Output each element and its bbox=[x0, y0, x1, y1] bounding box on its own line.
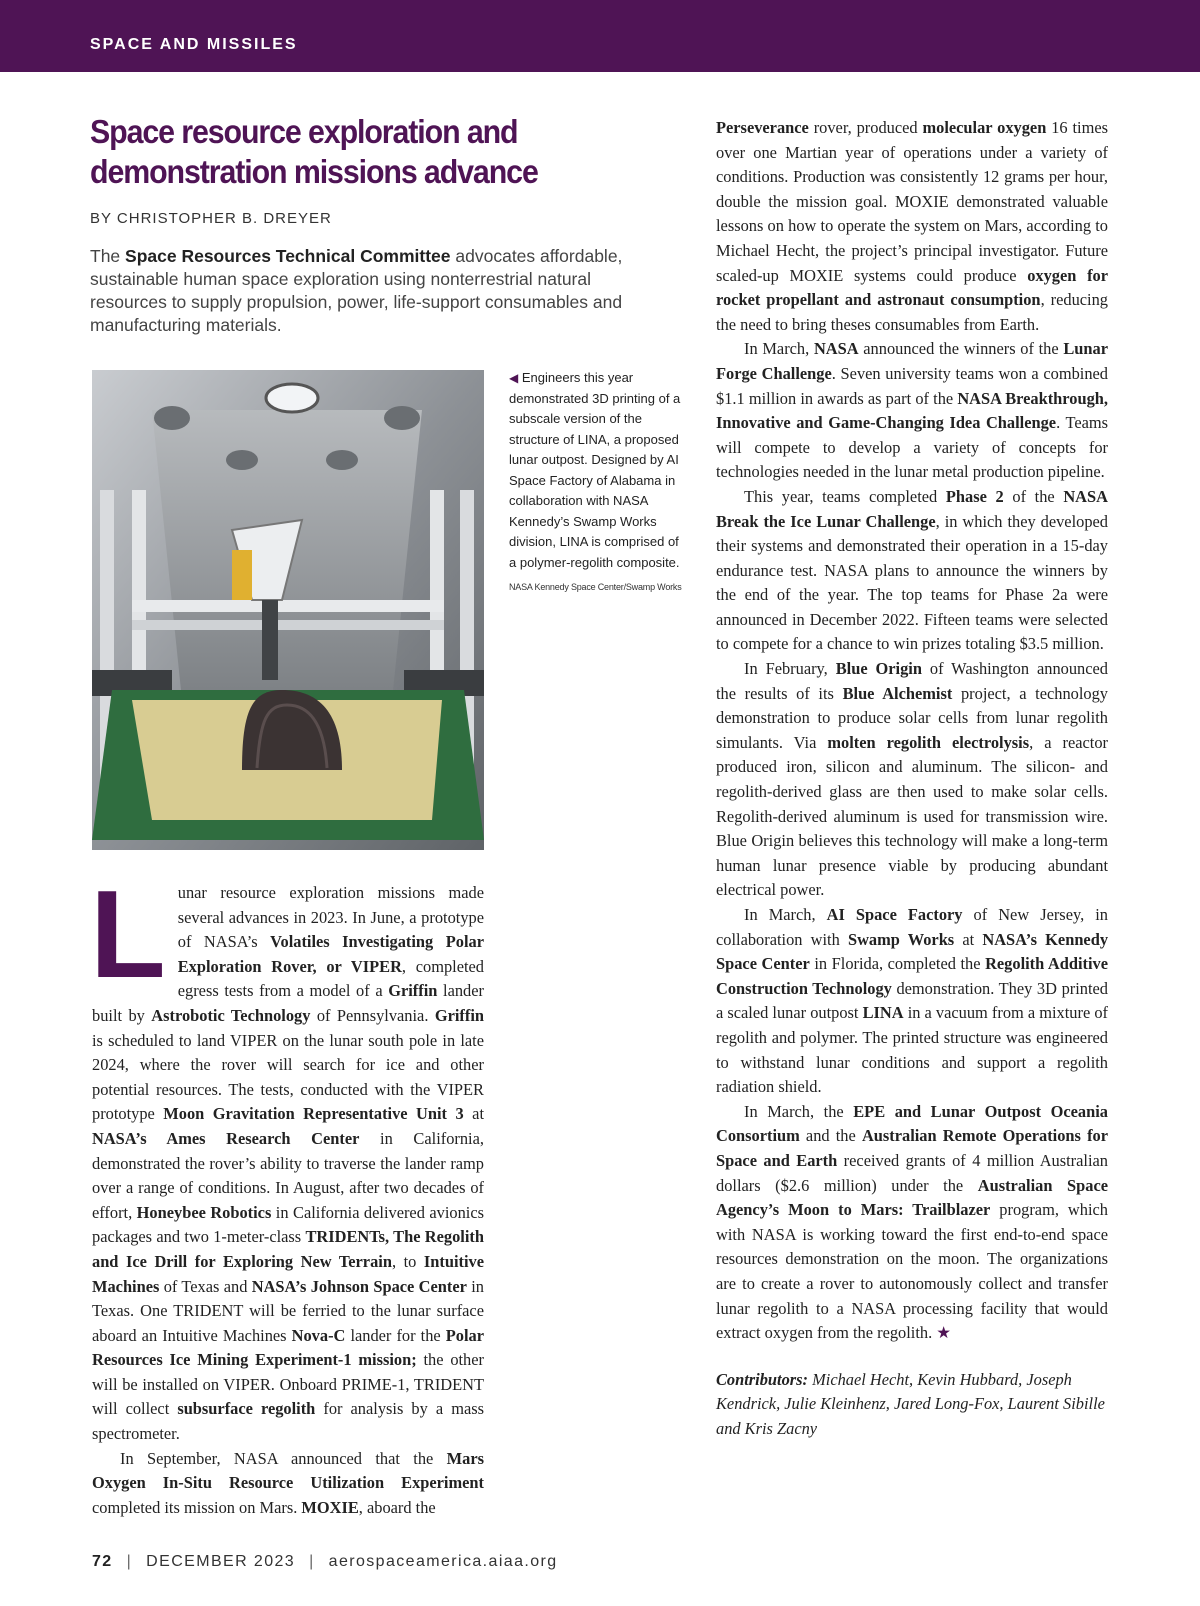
bold-term: Griffin bbox=[388, 981, 438, 1001]
bold-term: NASA Break the Ice Lunar Challenge bbox=[716, 486, 1108, 531]
text-run: completed its mission on Mars. bbox=[92, 1497, 302, 1517]
bold-term: Moon Gravitation Representative Unit 3 bbox=[163, 1104, 464, 1124]
text-run: of Washington announced the results of its bbox=[716, 659, 1108, 703]
bold-term: NASA’s Ames Research Center bbox=[92, 1128, 360, 1148]
paragraph bbox=[716, 337, 1108, 485]
text-run: , aboard the bbox=[358, 1497, 436, 1517]
bold-term: NASA Breakthrough, Innovative and Game-Changing Idea Challenge bbox=[716, 388, 1108, 433]
contributors bbox=[716, 1368, 1108, 1442]
text-run: 16 times over one Martian year of operations under a variety of conditions. Production was consistently 12 grams per hour, double the mission goal. MOXIE demonstrated valuable lessons on how to operate the system on Mars, according to Michael Hecht, the project’s principal investigator. Future scaled-up MOXIE systems could produce bbox=[716, 118, 1108, 285]
bold-term: Australian Remote Operations for Space and Earth bbox=[716, 1126, 1109, 1170]
text-run: In March, bbox=[744, 905, 827, 924]
text-run: Michael Hecht, Kevin Hubbard, Joseph Kendrick, Julie Kleinhenz, Jared Long-Fox, Laurent Sibille and Kris Zacny bbox=[716, 1369, 1105, 1438]
paragraph bbox=[716, 485, 1108, 657]
paragraph bbox=[716, 1100, 1108, 1346]
text-run: lander for the bbox=[345, 1325, 446, 1345]
bold-term: oxygen for rocket propellant and astronaut consumption bbox=[716, 265, 1108, 310]
text-run: rover, produced bbox=[808, 118, 923, 137]
text-run: and the bbox=[799, 1126, 862, 1146]
caption-pointer-icon: ◀ bbox=[509, 371, 519, 385]
text-run: , a reactor produced iron, silicon and aluminum. The silicon- and regolith-derived glass are then used to make solar cells. Regolith-derived aluminum is used for transmission wire. Blue Origin believes this technology will make a long-term human lunar presence viable by producing abundant electrical power. bbox=[716, 732, 1108, 900]
dek-text: The bbox=[90, 246, 126, 266]
body-column-right bbox=[716, 116, 1108, 1441]
text-run: , to bbox=[391, 1251, 424, 1271]
bold-term: Volatiles Investigating Polar Exploration Rover, or VIPER bbox=[177, 932, 484, 976]
text-run: , in which they developed their systems and demonstrated their operation in a 15-day endurance test. NASA plans to announce the winners by the end of the year. The top teams for Phase 2a were announced in December 2022. Fifteen teams were selected to compete for a chance to win prizes totaling $3.5 million. bbox=[716, 511, 1108, 654]
bold-term: NASA bbox=[813, 339, 859, 359]
bold-term: Blue Alchemist bbox=[842, 683, 953, 703]
byline: BY CHRISTOPHER B. DREYER bbox=[90, 210, 332, 227]
bold-term: AI Space Factory bbox=[826, 905, 963, 924]
bold-term: Australian Space Agency’s Moon to Mars: Trailblazer bbox=[716, 1175, 1108, 1220]
bold-term: Mars Oxygen In-Situ Resource Utilization Experiment bbox=[92, 1448, 484, 1493]
page-footer bbox=[92, 1553, 558, 1571]
site-url: aerospaceamerica.aiaa.org bbox=[328, 1553, 558, 1570]
bold-term: Griffin bbox=[434, 1005, 485, 1025]
footer-separator: | bbox=[126, 1553, 133, 1570]
text-run: at bbox=[954, 929, 983, 949]
bold-term: Nova-C bbox=[291, 1325, 346, 1345]
bold-term: Blue Origin bbox=[835, 659, 922, 679]
bold-term: NASA’s Kennedy Space Center bbox=[716, 929, 1109, 974]
text-run: in California, demonstrated the rover’s ability to traverse the lander ramp over a range of conditions. In August, after two decades of effort, bbox=[92, 1128, 484, 1222]
dek-committee: Space Resources Technical Committee bbox=[125, 246, 451, 266]
body-column-left bbox=[90, 866, 485, 1520]
bold-term: Contributors: bbox=[716, 1369, 809, 1389]
bold-term: Perseverance bbox=[716, 118, 809, 137]
article-title: Space resource exploration and demonstration missions advance bbox=[90, 113, 538, 190]
text-run: . Teams will compete to develop a variety of concepts for technologies needed in the lunar metal production pipeline. bbox=[716, 413, 1108, 482]
printer-illustration bbox=[92, 370, 484, 850]
bold-term: Astrobotic Technology bbox=[151, 1005, 311, 1025]
text-run: This year, teams completed bbox=[744, 486, 946, 506]
text-run: program, which with NASA is working toward the first end-to-end space resources demonstration on the moon. The organizations are to create a rover to autonomously collect and transfer lunar regolith to a NASA processing facility that would extract oxygen from the regolith. bbox=[716, 1200, 1108, 1343]
bold-term: Phase 2 bbox=[945, 486, 1004, 506]
caption-text: Engineers this year demonstrated 3D printing of a subscale version of the structure of LINA, a proposed lunar outpost. Designed by AI Space Factory of Alabama in collaboration with NASA Kennedy’s Swamp Works division, LINA is comprised of a polymer-regolith composite. bbox=[509, 370, 681, 570]
text-run: In February, bbox=[744, 659, 836, 679]
text-run: in a vacuum from a mixture of regolith and polymer. The printed structure was engineered to withstand lunar conditions and support a regolith radiation shield. bbox=[716, 1003, 1108, 1097]
text-run: the other will be installed on VIPER. Onboard PRIME-1, TRIDENT will collect bbox=[92, 1350, 484, 1419]
bold-term: NASA’s Johnson Space Center bbox=[251, 1276, 467, 1296]
text-run: In March, the bbox=[744, 1101, 854, 1121]
text-run: of New Jersey, in collaboration with bbox=[716, 905, 1108, 949]
text-run: lander built by bbox=[92, 981, 484, 1025]
section-header-bar bbox=[0, 0, 1200, 72]
lunar-3d-printer-photo bbox=[92, 370, 484, 850]
text-run: at bbox=[463, 1104, 484, 1124]
text-run: , reducing the need to bring theses consumables from Earth. bbox=[716, 290, 1109, 334]
bold-term: Polar Resources Ice Mining Experiment-1 mission; bbox=[92, 1325, 484, 1370]
text-run: announced the winners of the bbox=[858, 339, 1064, 359]
text-run: is scheduled to land VIPER on the lunar south pole in late 2024, where the rover will search for ice and other potential resources. The tests, conducted with the VIPER prototype bbox=[92, 1030, 484, 1124]
text-run: received grants of 4 million Australian dollars ($2.6 million) under the bbox=[716, 1150, 1108, 1195]
drop-cap: L bbox=[90, 866, 166, 1004]
text-run: in Florida, completed the bbox=[809, 954, 986, 974]
paragraph bbox=[716, 657, 1108, 903]
text-run: in California delivered avionics packages and two 1-meter-class bbox=[92, 1202, 484, 1247]
bold-term: molten regolith electrolysis bbox=[827, 732, 1030, 752]
bold-term: TRIDENTs, The Regolith and Ice Drill for Exploring New Terrain bbox=[92, 1227, 484, 1271]
issue-date: DECEMBER 2023 bbox=[146, 1553, 296, 1570]
section-label: SPACE AND MISSILES bbox=[90, 36, 298, 53]
text-run: In September, NASA announced that the bbox=[120, 1448, 447, 1468]
bold-term: Swamp Works bbox=[847, 929, 955, 949]
paragraph bbox=[716, 903, 1108, 1100]
text-run: for analysis by a mass spectrometer. bbox=[92, 1399, 484, 1444]
bold-term: subsurface regolith bbox=[177, 1399, 316, 1419]
text-run: of Pennsylvania. bbox=[310, 1005, 435, 1025]
text-run: of the bbox=[1003, 486, 1064, 506]
text-run: demonstration. They 3D printed a scaled lunar outpost bbox=[716, 978, 1108, 1023]
text-run: . Seven university teams won a combined $1.1 million in awards as part of the bbox=[716, 363, 1108, 408]
footer-separator: | bbox=[309, 1553, 315, 1570]
bold-term: Lunar Forge Challenge bbox=[716, 339, 1108, 383]
bold-term: Regolith Additive Construction Technology bbox=[716, 954, 1109, 998]
paragraph bbox=[716, 116, 1108, 337]
end-star-icon: ★ bbox=[936, 1323, 951, 1343]
bold-term: LINA bbox=[862, 1003, 904, 1023]
bold-term: EPE and Lunar Outpost Oceania Consortium bbox=[716, 1101, 1108, 1146]
text-run: project, a technology demonstration to produce solar cells from lunar regolith simulants. Via bbox=[716, 683, 1108, 752]
text-run: In March, bbox=[744, 339, 814, 359]
bold-term: Honeybee Robotics bbox=[136, 1202, 272, 1222]
photo-caption bbox=[509, 368, 689, 598]
bold-term: MOXIE bbox=[301, 1497, 359, 1517]
article-dek bbox=[90, 245, 630, 337]
text-run: in Texas. One TRIDENT will be ferried to the lunar surface aboard an Intuitive Machines bbox=[92, 1276, 484, 1345]
bold-term: Intuitive Machines bbox=[92, 1251, 485, 1296]
text-run: , completed egress tests from a model of a bbox=[177, 956, 484, 1001]
bold-term: molecular oxygen bbox=[922, 118, 1047, 137]
text-run: unar resource exploration missions made several advances in 2023. In June, a prototype of NASA’s bbox=[177, 883, 484, 952]
page-number: 72 bbox=[92, 1553, 113, 1570]
article-header bbox=[90, 112, 680, 337]
photo-credit: NASA Kennedy Space Center/Swamp Works bbox=[509, 582, 682, 592]
text-run: of Texas and bbox=[159, 1276, 252, 1296]
paragraph bbox=[92, 1447, 484, 1521]
dek-text: advocates affordable, sustainable human space exploration using nonterrestrial natural resources to supply propulsion, power, life-support consumables and manufacturing materials. bbox=[90, 246, 623, 335]
